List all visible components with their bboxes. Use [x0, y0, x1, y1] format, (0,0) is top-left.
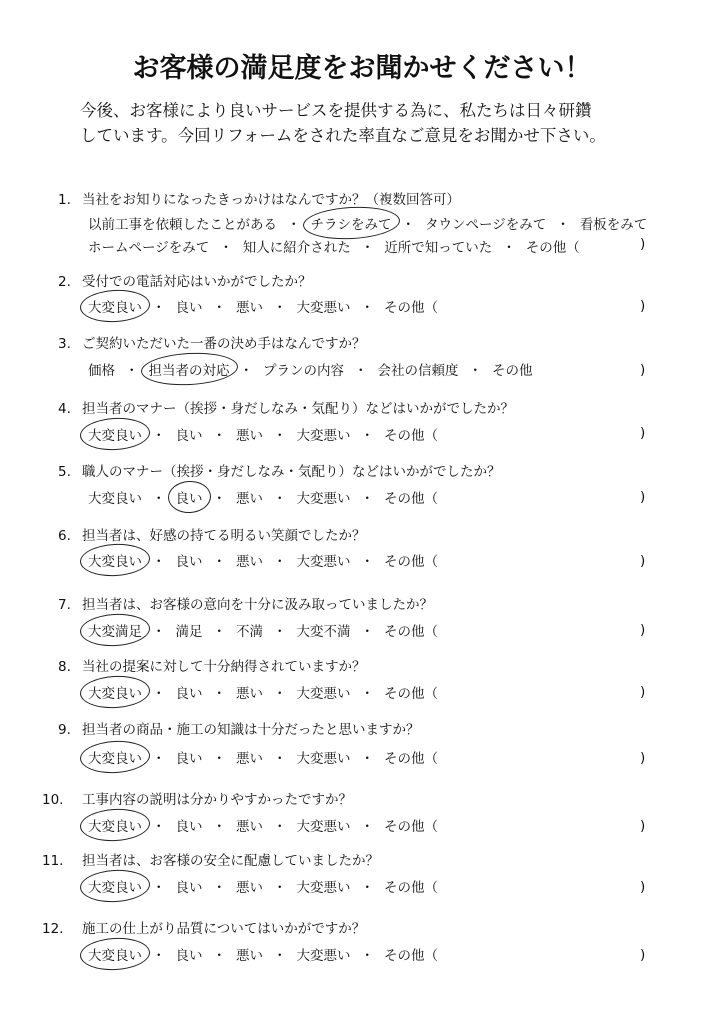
option-separator: ・ — [360, 428, 374, 444]
option-separator: ・ — [212, 948, 226, 964]
answer-option[interactable]: その他（ — [384, 624, 438, 640]
option-separator: ・ — [152, 819, 166, 835]
option-row — [88, 682, 438, 702]
selected-option[interactable]: 担当者の対応 — [149, 359, 230, 379]
selected-option[interactable]: 大変良い — [88, 815, 142, 835]
answer-option[interactable]: 満足 — [175, 624, 203, 640]
option-row — [88, 747, 438, 767]
option-separator: ・ — [502, 240, 516, 256]
option-separator: ・ — [360, 819, 374, 835]
option-separator: ・ — [152, 491, 166, 507]
option-separator: ・ — [212, 428, 226, 444]
question-text: 職人のマナー（挨拶・身だしなみ・気配り）などはいかがでしたか？ — [82, 464, 501, 480]
survey-intro — [80, 98, 680, 148]
answer-option[interactable]: その他（ — [384, 880, 438, 896]
option-separator: ・ — [212, 300, 226, 316]
option-separator: ・ — [360, 554, 374, 570]
option-separator: ・ — [360, 686, 374, 702]
answer-option[interactable]: 悪い — [236, 300, 263, 316]
answer-option[interactable]: 良い — [175, 428, 203, 444]
option-row — [88, 296, 438, 316]
option-separator: ・ — [152, 300, 166, 316]
option-separator: ・ — [273, 686, 287, 702]
option-separator: ・ — [219, 240, 233, 256]
answer-option[interactable]: 良い — [175, 300, 203, 316]
selected-option[interactable]: 大変良い — [88, 876, 142, 896]
answer-option[interactable]: 悪い — [236, 880, 263, 896]
question-text: 担当者は、お客様の安全に配慮していましたか？ — [82, 853, 379, 869]
answer-option[interactable]: 良い — [175, 880, 203, 896]
answer-option[interactable]: その他（ — [384, 948, 438, 964]
option-separator: ・ — [152, 428, 166, 444]
answer-option[interactable]: 大変悪い — [296, 428, 351, 444]
option-separator: ・ — [152, 686, 166, 702]
question-number: 8. — [58, 659, 71, 675]
answer-option[interactable]: 大変不満 — [296, 624, 351, 640]
question-number: 6. — [58, 528, 71, 544]
answer-option[interactable]: 不満 — [236, 624, 263, 640]
question-11 — [42, 849, 379, 869]
option-separator: ・ — [212, 491, 226, 507]
question-number: 10. — [42, 792, 64, 808]
option-separator: ・ — [273, 880, 287, 896]
answer-option[interactable]: 悪い — [236, 554, 263, 570]
option-separator: ・ — [212, 880, 226, 896]
option-separator: ・ — [360, 240, 375, 256]
answer-option[interactable]: タウンページをみて — [425, 217, 547, 233]
selected-option[interactable]: 大変良い — [88, 944, 142, 964]
option-row — [88, 620, 438, 640]
question-text: 担当者の商品・施工の知識は十分だったと思いますか？ — [82, 722, 420, 738]
option-separator: ・ — [273, 428, 287, 444]
answer-option[interactable]: ホームページをみて — [88, 240, 210, 256]
option-row — [88, 944, 438, 964]
question-text: ご契約いただいた一番の決め手はなんですか？ — [82, 336, 366, 352]
close-paren: ) — [640, 684, 646, 700]
option-separator: ・ — [152, 554, 166, 570]
answer-option[interactable]: その他（ — [384, 428, 438, 444]
question-number: 9. — [58, 722, 71, 738]
answer-option[interactable]: その他（ — [384, 751, 438, 767]
answer-option[interactable]: 近所で知っていた — [384, 240, 493, 256]
answer-option[interactable]: 価格 — [88, 363, 115, 379]
option-separator: ・ — [468, 363, 482, 379]
option-separator: ・ — [152, 880, 166, 896]
question-number: 4. — [58, 401, 71, 417]
question-text: 担当者のマナー（挨拶・身だしなみ・気配り）などはいかがでしたか？ — [82, 401, 514, 417]
close-paren: ) — [640, 818, 646, 834]
close-paren: ) — [640, 236, 646, 252]
question-number: 11. — [42, 853, 64, 869]
option-separator: ・ — [273, 491, 287, 507]
answer-option[interactable]: その他 — [492, 363, 533, 379]
answer-option[interactable]: その他（ — [384, 554, 438, 570]
answer-option[interactable]: 大変悪い — [296, 491, 351, 507]
option-separator: ・ — [556, 217, 570, 233]
option-separator: ・ — [360, 880, 374, 896]
option-separator: ・ — [273, 948, 287, 964]
answer-option[interactable]: 以前工事を依頼したことがある — [88, 217, 277, 233]
answer-option[interactable]: 悪い — [236, 751, 263, 767]
answer-option[interactable]: 良い — [175, 686, 203, 702]
close-paren: ) — [640, 553, 646, 569]
question-text: 施工の仕上がり品質についてはいかがですか？ — [82, 921, 366, 937]
option-separator: ・ — [273, 300, 287, 316]
answer-option[interactable]: その他（ — [384, 819, 438, 835]
option-separator: ・ — [212, 686, 226, 702]
question-number: 12. — [42, 921, 64, 937]
option-row — [88, 815, 438, 835]
question-9 — [58, 718, 420, 738]
question-text: 担当者は、好感の持てる明るい笑顔でしたか？ — [82, 528, 366, 544]
question-1 — [58, 188, 460, 208]
answer-option[interactable]: その他（ — [384, 491, 438, 507]
intro-line-2: しています。今回リフォームをされた率直なご意見をお聞かせ下さい。 — [80, 126, 606, 145]
close-paren: ) — [640, 750, 646, 766]
question-6 — [58, 524, 366, 544]
selected-option[interactable]: チラシをみて — [311, 213, 392, 233]
answer-option[interactable]: 大変悪い — [296, 686, 351, 702]
close-paren: ) — [640, 425, 646, 441]
option-row — [88, 359, 533, 379]
answer-option[interactable]: 会社の信頼度 — [377, 363, 459, 379]
question-12 — [42, 917, 365, 937]
question-number: 7. — [58, 597, 71, 613]
intro-line-1: 今後、お客様により良いサービスを提供する為に、私たちは日々研鑽 — [80, 101, 592, 120]
option-row — [88, 213, 647, 233]
answer-option[interactable]: プランの内容 — [263, 363, 344, 379]
option-separator: ・ — [273, 819, 287, 835]
selected-option[interactable]: 大変良い — [88, 424, 142, 444]
option-separator: ・ — [239, 363, 253, 379]
option-separator: ・ — [360, 624, 374, 640]
option-separator: ・ — [212, 751, 226, 767]
option-row — [88, 487, 438, 507]
question-number: 1. — [58, 192, 71, 208]
option-separator: ・ — [287, 217, 301, 233]
selected-option[interactable]: 大変良い — [88, 682, 142, 702]
selected-option[interactable]: 大変良い — [88, 550, 142, 570]
answer-option[interactable]: 悪い — [236, 686, 263, 702]
question-3 — [58, 332, 366, 352]
answer-option[interactable]: 悪い — [236, 948, 263, 964]
answer-option[interactable]: 知人に紹介された — [242, 240, 351, 256]
selected-option[interactable]: 大変良い — [88, 747, 142, 767]
question-5 — [58, 460, 501, 480]
option-row — [88, 236, 580, 256]
option-separator: ・ — [152, 751, 166, 767]
answer-option[interactable]: 良い — [175, 948, 203, 964]
answer-option[interactable]: 良い — [175, 751, 203, 767]
close-paren: ) — [640, 879, 646, 895]
answer-option[interactable]: その他（ — [384, 300, 438, 316]
answer-option[interactable]: 大変悪い — [296, 300, 351, 316]
option-separator: ・ — [125, 363, 139, 379]
question-10 — [42, 788, 352, 808]
answer-option[interactable]: 悪い — [236, 819, 263, 835]
option-separator: ・ — [212, 554, 226, 570]
question-8 — [58, 655, 366, 675]
option-row — [88, 424, 438, 444]
option-separator: ・ — [273, 751, 287, 767]
answer-option[interactable]: 大変悪い — [296, 751, 351, 767]
answer-option[interactable]: 大変悪い — [296, 880, 351, 896]
selected-option[interactable]: 良い — [176, 487, 203, 507]
close-paren: ) — [640, 947, 646, 963]
question-text: 工事内容の説明は分かりやすかったですか？ — [82, 792, 352, 808]
question-text: 担当者は、お客様の意向を十分に汲み取っていましたか？ — [82, 597, 433, 613]
answer-option[interactable]: その他（ — [525, 240, 580, 256]
option-separator: ・ — [401, 217, 415, 233]
question-text: 受付での電話対応はいかがでしたか？ — [82, 274, 312, 290]
option-separator: ・ — [360, 300, 374, 316]
option-separator: ・ — [360, 751, 374, 767]
answer-option[interactable]: 大変悪い — [296, 554, 351, 570]
answer-option[interactable]: 悪い — [236, 428, 263, 444]
close-paren: ) — [640, 622, 646, 638]
question-number: 2. — [58, 274, 71, 290]
question-number: 3. — [58, 336, 71, 352]
option-separator: ・ — [212, 624, 226, 640]
option-separator: ・ — [152, 624, 166, 640]
option-row — [88, 876, 438, 896]
option-row — [88, 550, 438, 570]
answer-option[interactable]: 大変良い — [88, 491, 142, 507]
question-4 — [58, 397, 514, 417]
option-separator: ・ — [152, 948, 166, 964]
answer-option[interactable]: 大変悪い — [296, 948, 351, 964]
option-separator: ・ — [354, 363, 368, 379]
close-paren: ) — [640, 362, 646, 378]
close-paren: ) — [640, 298, 646, 314]
survey-title: お客様の満足度をお聞かせください！ — [132, 53, 592, 84]
question-number: 5. — [58, 464, 71, 480]
close-paren: ) — [640, 489, 646, 505]
question-2 — [58, 270, 312, 290]
answer-option[interactable]: 良い — [175, 554, 203, 570]
answer-option[interactable]: 悪い — [236, 491, 263, 507]
answer-option[interactable]: その他（ — [384, 686, 438, 702]
question-7 — [58, 593, 433, 613]
option-separator: ・ — [273, 624, 287, 640]
option-separator: ・ — [212, 819, 226, 835]
question-text: 当社をお知りになったきっかけはなんですか？（複数回答可） — [82, 192, 460, 208]
answer-option[interactable]: 看板をみて — [579, 217, 648, 233]
answer-option[interactable]: 大変悪い — [296, 819, 351, 835]
answer-option[interactable]: 良い — [175, 819, 203, 835]
option-separator: ・ — [360, 491, 374, 507]
question-text: 当社の提案に対して十分納得されていますか？ — [82, 659, 366, 675]
selected-option[interactable]: 大変良い — [88, 296, 142, 316]
option-separator: ・ — [360, 948, 374, 964]
selected-option[interactable]: 大変満足 — [88, 620, 142, 640]
option-separator: ・ — [273, 554, 287, 570]
